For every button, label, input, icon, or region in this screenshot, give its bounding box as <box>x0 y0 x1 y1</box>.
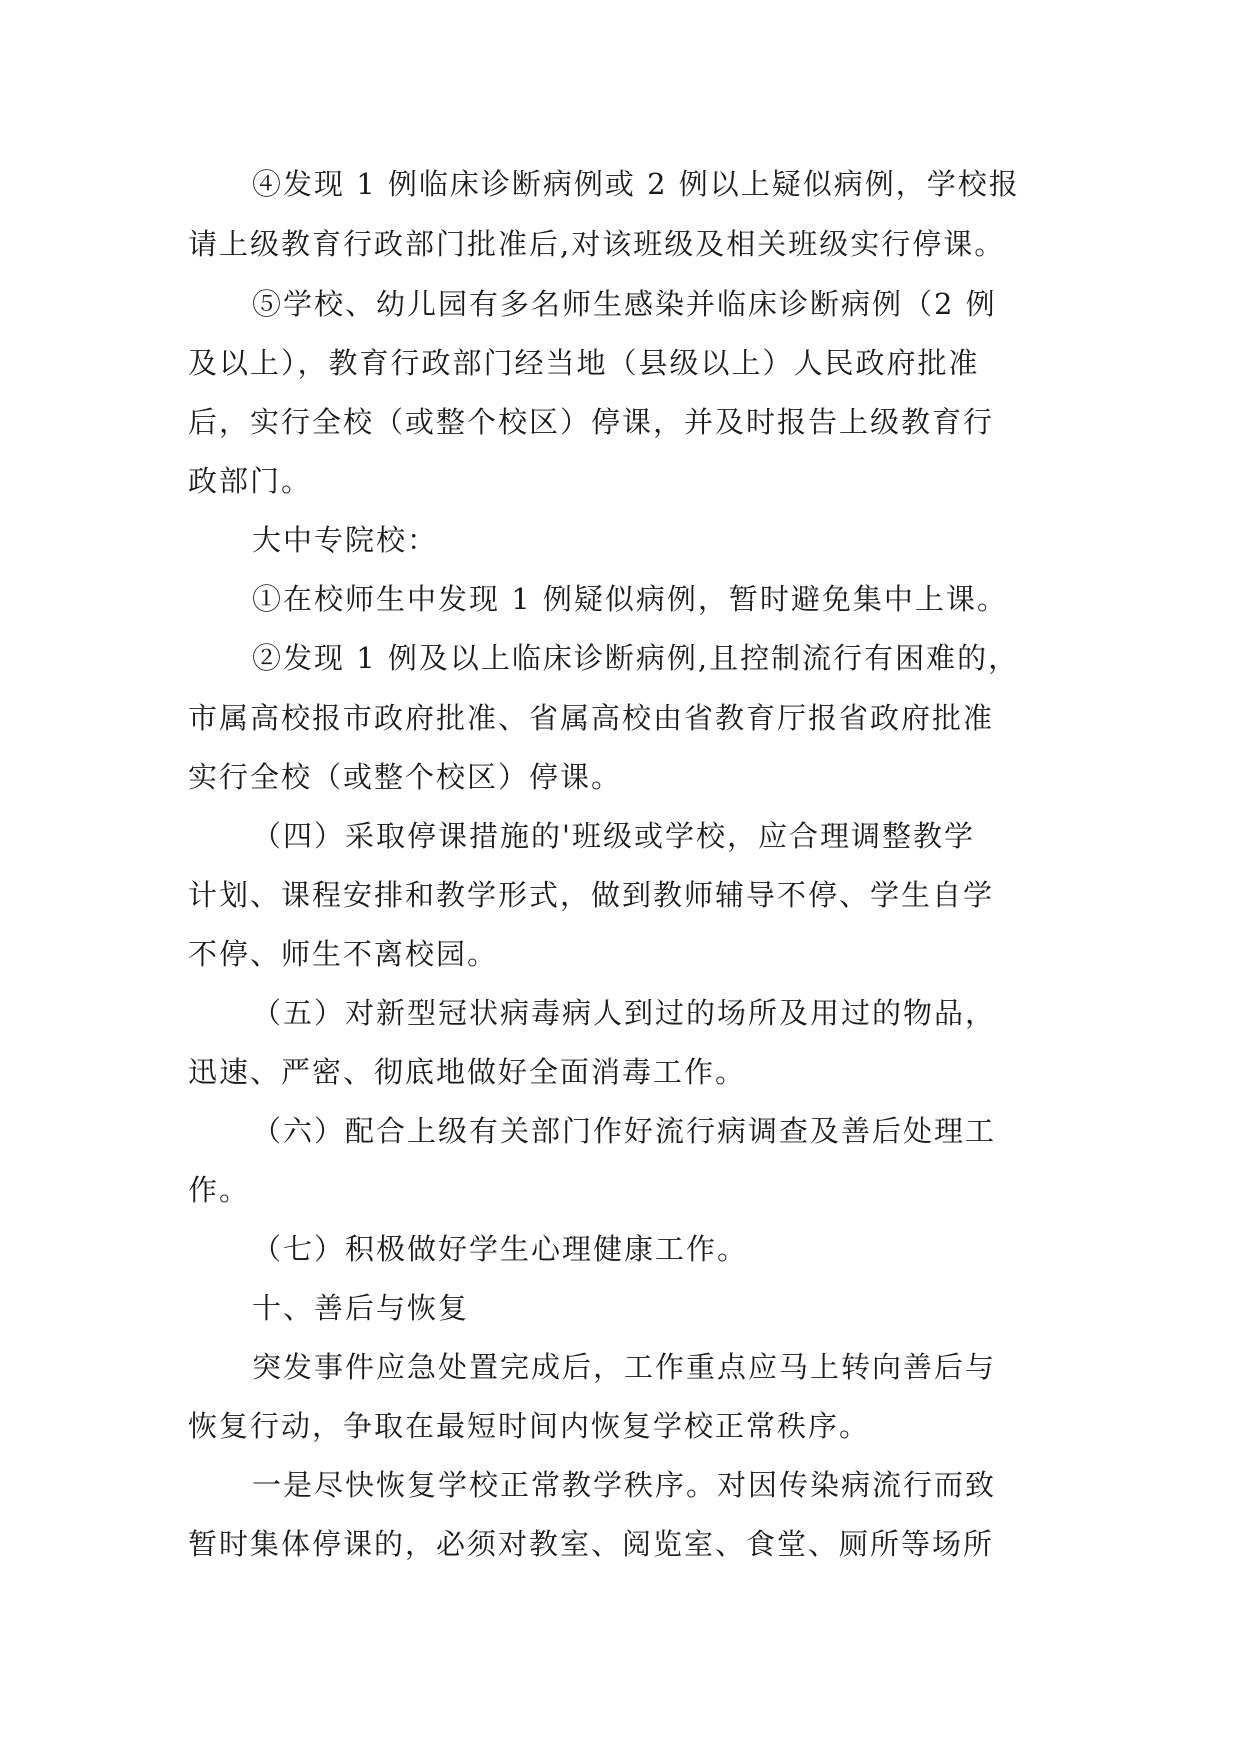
text-line: 恢复行动，争取在最短时间内恢复学校正常秩序。 <box>188 1409 871 1443</box>
text-line: （六）配合上级有关部门作好流行病调查及善后处理工 <box>252 1114 997 1148</box>
text-line: ④发现 1 例临床诊断病例或 2 例以上疑似病例，学校报 <box>252 167 1020 201</box>
section-heading: 十、善后与恢复 <box>252 1291 470 1325</box>
text-line: ①在校师生中发现 1 例疑似病例，暂时避免集中上课。 <box>252 582 1008 616</box>
text-line: 计划、课程安排和教学形式，做到教师辅导不停、学生自学 <box>188 878 995 912</box>
text-line: 一是尽快恢复学校正常教学秩序。对因传染病流行而致 <box>252 1468 997 1502</box>
text-line: 大中专院校： <box>252 523 439 557</box>
text-line: 暂时集体停课的，必须对教室、阅览室、食堂、厕所等场所 <box>188 1527 995 1561</box>
text-line: 政部门。 <box>188 464 313 498</box>
text-line: ②发现 1 例及以上临床诊断病例,且控制流行有困难的， <box>252 641 1020 675</box>
text-line: 市属高校报市政府批准、省属高校由省教育厅报省政府批准 <box>188 701 995 735</box>
text-line: 作。 <box>188 1173 251 1207</box>
text-line: （五）对新型冠状病毒病人到过的场所及用过的物品， <box>252 996 997 1030</box>
text-line: 不停、师生不离校园。 <box>188 937 499 971</box>
text-line: 实行全校（或整个校区）停课。 <box>188 760 623 794</box>
text-line: ⑤学校、幼儿园有多名师生感染并临床诊断病例（2 例 <box>252 287 997 321</box>
text-line: 后，实行全校（或整个校区）停课，并及时报告上级教育行 <box>188 405 995 439</box>
text-line: 突发事件应急处置完成后，工作重点应马上转向善后与 <box>252 1350 997 1384</box>
text-line: 请上级教育行政部门批准后,对该班级及相关班级实行停课。 <box>188 227 1006 261</box>
text-line: 迅速、严密、彻底地做好全面消毒工作。 <box>188 1055 747 1089</box>
text-line: 及以上），教育行政部门经当地（县级以上）人民政府批准 <box>188 346 980 380</box>
text-line: （七）积极做好学生心理健康工作。 <box>252 1232 749 1266</box>
text-line: （四）采取停课措施的'班级或学校，应合理调整教学 <box>252 819 975 853</box>
